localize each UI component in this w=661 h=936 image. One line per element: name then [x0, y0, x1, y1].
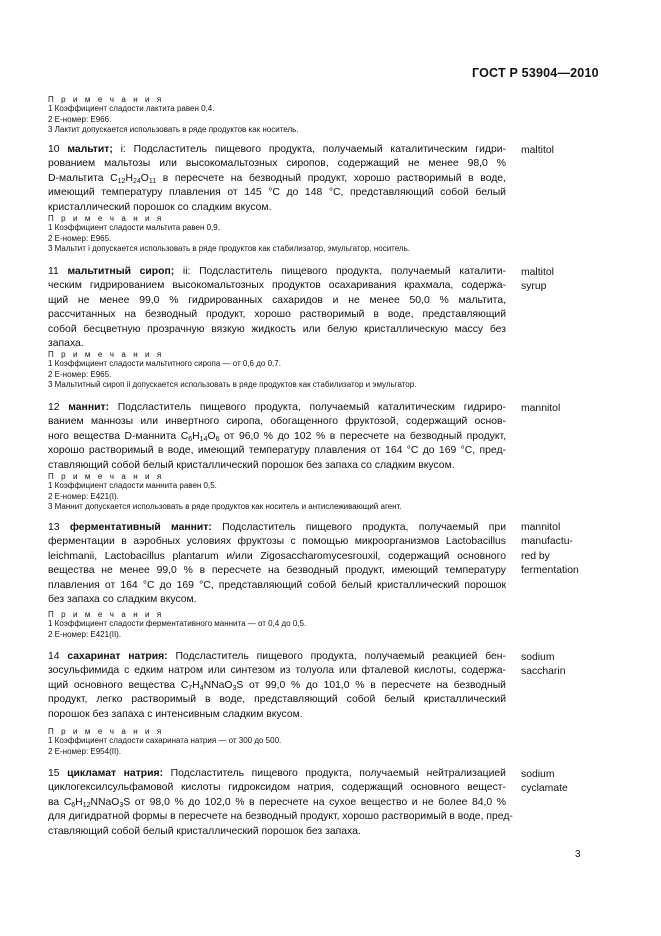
english-term: mannitol	[521, 403, 561, 414]
definition-line: Подсластитель пищевого продукта, получаемый каталитическим гидриро-	[117, 402, 506, 413]
definition-line: имеющий температуру плавления от 145 °С до 148 °С, представляющий собой белый	[48, 187, 506, 199]
definition-line: Подсластитель пищевого продукта, получаемый реакцией бен-	[175, 651, 507, 662]
note: 2 Е-номер: Е421(I).	[48, 491, 119, 501]
entry-notes	[48, 610, 518, 640]
definition-line: Подсластитель пищевого продукта, получаемый каталити-	[199, 266, 506, 277]
entry-notes	[48, 727, 518, 757]
term-entry-14	[48, 650, 506, 722]
term-entry-10: 10 мальтит; i: Подсластитель пищевого продукта, получаемый каталитическим гидри- рованием мальтозы или высокомальтозных сиропов, содержащий не менее 98,0 % D-мальтита $C_{12}H_{24}O_{11}$ в пересчете на безводный продукт, хорошо растворимый в воде, имеющий температуру плавления от 145 °С до 148 °С, представляющий собой белый кристаллический порошок со сладким вкусом.	[48, 143, 506, 215]
definition-line: D-мальтита $C_{12}H_{24}O_{11}$ в пересчете на безводный продукт, хорошо растворимый в воде,	[48, 172, 506, 185]
document-header: ГОСТ Р 53904—2010	[472, 66, 599, 80]
note: 3 Маннит допускается использовать в ряде продуктов как носитель и антислеживающий агент.	[48, 502, 402, 511]
term-title: маннит:	[68, 402, 110, 413]
definition-line: циклогексилсульфамовой кислоты гидроксидом натрия, содержащий основного вещест-	[48, 782, 506, 794]
definition-line: ва $C_6H_{12}NNaO_3S$ от 98,0 % до 102,0 % в пересчете на сухое вещество и не более 84,0 %	[48, 796, 506, 809]
term-entry-15	[48, 767, 513, 839]
definition-line: для дигидратной формы в пересчете на безводный продукт, хорошо растворимый в воде, пред-	[48, 811, 513, 823]
notes-label: П р и м е ч а н и я	[48, 610, 164, 619]
note: 2 Е-номер: Е965.	[48, 369, 112, 379]
english-term: mannitol manufactu- red by fermentation	[521, 522, 579, 577]
definition-line: вещества не менее 99,0 % в пересчете на безводный продукт, имеющий температуру	[48, 565, 506, 577]
notes-label: П р и м е ч а н и я	[48, 95, 164, 104]
term-title: мальтит;	[67, 144, 113, 155]
term-entry-12	[48, 401, 506, 473]
definition-line: Подсластитель пищевого продукта, получаемый нейтрализацией	[170, 768, 506, 779]
english-term: maltitol syrup	[521, 267, 554, 293]
english-term: sodium cyclamate	[521, 769, 568, 795]
english-term: maltitol	[521, 145, 554, 156]
definition-line: ферментации в аэробных условиях фруктозы с помощью микроорганизмов Lactobacillus	[48, 536, 506, 548]
term-number: 10	[48, 144, 60, 155]
note: 2 Е-номер: Е954(II).	[48, 746, 122, 756]
definition-line: Подсластитель пищевого продукта, получаемый каталитическим гидри-	[133, 144, 506, 155]
definition-line: щий не менее 99,0 % гидрированных сахаридов и не менее 50,0 % мальтита,	[48, 294, 506, 306]
english-term: sodium saccharin	[521, 652, 566, 678]
notes-label: П р и м е ч а н и я	[48, 472, 164, 481]
definition-line: рованием мальтозы или высокомальтозных сиропов, содержащий не менее 98,0 %	[48, 158, 506, 170]
note: 3 Лактит допускается использовать в ряде продуктов как носитель.	[48, 125, 299, 134]
definition-line: ческим гидрированием высокомальтозных продуктов осахаривания крахмала, содержа-	[48, 280, 506, 292]
note: 1 Коэффициент сладости маннита равен 0,5.	[48, 481, 217, 490]
term-title: ферментативный маннит:	[69, 522, 212, 533]
notes-label: П р и м е ч а н и я	[48, 727, 164, 736]
term-title: сахаринат натрия:	[67, 651, 168, 662]
term-number: 15	[48, 768, 60, 779]
term-title: цикламат натрия:	[67, 768, 164, 779]
page-number: 3	[575, 849, 581, 860]
definition-line: плавления от 164 °С до 169 °С, представляющий собой белый кристаллический порошок	[48, 579, 506, 591]
note: 3 Мальтитный сироп ii допускается использовать в ряде продуктов как стабилизатор и эмульгатор.	[48, 380, 417, 389]
intro-notes	[48, 95, 518, 136]
note: 1 Коэффициент сладости мальтитного сиропа — от 0,6 до 0,7.	[48, 359, 281, 368]
note: 1 Коэффициент сладости лактита равен 0,4.	[48, 104, 215, 113]
term-entry-13	[48, 521, 506, 607]
note: 2 Е-номер: Е965.	[48, 233, 112, 243]
definition-line: продукт, легко растворимый в воде, представляющий собой белый кристаллический	[48, 694, 506, 706]
definition-line: хорошо растворимый в воде, имеющий температуру плавления от 164 °С до 169 °С, пред-	[48, 445, 506, 457]
definition-line: порошок без запаха с интенсивным сладким вкусом.	[48, 708, 303, 720]
term-entry-11: 11 мальтитный сироп; ii: Подсластитель пищевого продукта, получаемый каталити- ческим гидрированием высокомальтозных продуктов осахаривания крахмала, содержа- щий не менее 99,0 % гидрированных сахаридов и не менее 50,0 % мальтита, рассчитанных на безводный продукт, хорошо растворимый в воде, представляющий собой бесцветную прозрачную вязкую жидкость или белую кристаллическую массу без запаха.	[48, 265, 506, 351]
definition-line: Подсластитель пищевого продукта, получаемый при	[222, 522, 506, 533]
entry-notes	[48, 472, 518, 513]
definition-line: без запаха со сладким вкусом.	[48, 594, 197, 606]
definition-line: ванием маннозы или инвертного сиропа, обогащенного фруктозой, содержащий основ-	[48, 416, 506, 428]
definition-line: рассчитанных на безводный продукт, хорошо растворимый в воде, представляющий	[48, 309, 506, 321]
term-number: 13	[48, 522, 60, 533]
definition-line: ного вещества D-маннита $C_6H_{14}O_6$ от 96,0 % до 102 % в пересчете на безводный продукт,	[48, 430, 507, 443]
term-number: 12	[48, 402, 60, 413]
note: 1 Коэффициент сладости сахарината натрия — от 300 до 500.	[48, 736, 282, 745]
term-number: 11	[48, 266, 59, 277]
definition-line: зосульфимида с едким натром или синтезом из толуола или фталевой кислоты, содержа-	[48, 665, 506, 677]
definition-line: щий основного вещества $C_7H_4NNaO_3S$ от 99,0 % до 101,0 % в пересчете на безводный	[48, 679, 506, 692]
definition-line: ставляющий собой белый кристаллический порошок без запаха.	[48, 825, 361, 837]
note: 2 Е-номер: Е421(II).	[48, 629, 122, 639]
note: 3 Мальтит i допускается использовать в ряде продуктов как стабилизатор, эмульгатор, носитель.	[48, 244, 410, 253]
notes-label: П р и м е ч а н и я	[48, 214, 164, 223]
entry-notes	[48, 350, 518, 391]
definition-line: собой бесцветную прозрачную вязкую жидкость или белую кристаллическую массу без	[48, 323, 506, 335]
term-number: 14	[48, 651, 60, 662]
note: 2 Е-номер: Е966.	[48, 114, 112, 124]
definition-line: кристаллический порошок со сладким вкусом.	[48, 201, 272, 213]
definition-line: запаха.	[48, 338, 84, 350]
definition-line: leichmanii, Lactobacillus plantarum и/или Zigosaccharomycesrouxil, содержащий основного	[48, 550, 506, 562]
note: 1 Коэффициент сладости ферментативного маннита — от 0,4 до 0,5.	[48, 619, 307, 628]
definition-line: ставляющий собой белый кристаллический порошок без запаха со сладким вкусом.	[48, 459, 455, 471]
entry-notes	[48, 214, 518, 255]
notes-label: П р и м е ч а н и я	[48, 350, 164, 359]
term-title: мальтитный сироп;	[67, 266, 175, 277]
note: 1 Коэффициент сладости мальтита равен 0,9.	[48, 223, 220, 232]
